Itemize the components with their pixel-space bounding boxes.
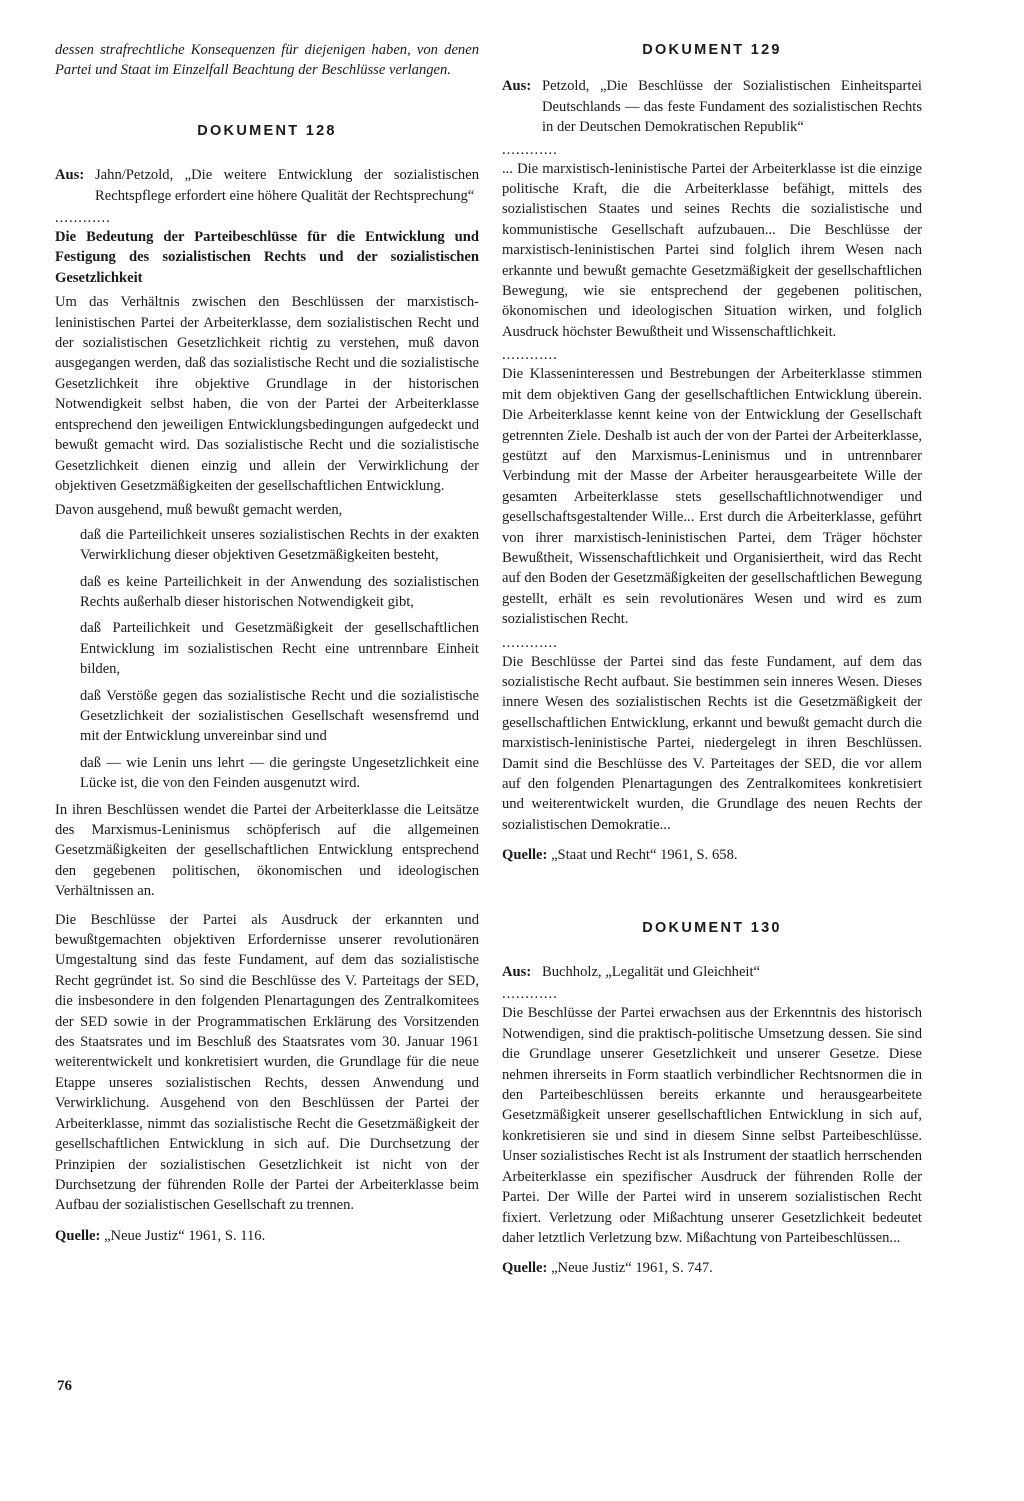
source-reference: „Neue Justiz“ 1961, S. 116. (104, 1227, 266, 1244)
left-column (55, 40, 479, 1246)
list-item: daß es keine Parteilichkeit in der Anwendung des sozialistischen Rechts außerhalb dieser historischen Notwendigkeit gibt, (80, 573, 479, 610)
document-128-subheading: Die Bedeutung der Parteibeschlüsse für die Entwicklung und Festigung des sozialistischen Rechts und der sozialistischen Gesetzlichkeit (55, 229, 479, 286)
document-129-citation: Petzold, „Die Beschlüsse der Sozialistischen Einheitspartei Deutschlands — das feste Fundament des sozialistischen Rechts in der Deutschen Demokratischen Republik“ (542, 78, 922, 136)
list-item: daß Parteilichkeit und Gesetzmäßigkeit der gesellschaftlichen Entwicklung im sozialistischen Recht eine untrennbare Einheit bilden, (80, 620, 479, 678)
document-130-citation: Buchholz, „Legalität und Gleichheit“ (542, 964, 761, 981)
intro-paragraph: dessen strafrechtliche Konsequenzen für diejenigen haben, von denen Partei und Staat im Einzelfall Beachtung der Beschlüsse verlangen. (55, 42, 479, 79)
source-label: Quelle: (55, 1227, 101, 1244)
paragraph: ... Die marxistisch-leninistische Partei der Arbeiterklasse ist die einzige politische Kraft, die die Arbeiterklasse befähigt, mittels des sozialistischen Staates und seines Rechts die sozialistische und kommunistische Gesellschaft aufzubauen... Die Beschlüsse der marxistisch-leninistischen Partei sind folglich ihrem Wesen nach erkannte und bewußt gemachte Gesetzmäßigkeit der gesellschaftlichen Bewegung, wie sie entsprechend der gegebenen politischen, ökonomischen und ideologischen Situation wirken, und folglich Ausdruck höchster Bewußtheit und Wissenschaftlichkeit. (502, 160, 922, 340)
document-130-source (502, 1258, 922, 1278)
document-130-title: DOKUMENT 130 (642, 919, 782, 936)
ellipsis-separator: ............ (502, 634, 558, 651)
paragraph: Die Beschlüsse der Partei sind das feste Fundament, auf dem das sozialistische Recht aufbaut. Sie bestimmen sein inneres Wesen. Dieses innere Wesen des sozialistischen Rechts ist die Gesetzmäßigkeit der gesellschaftlichen Entwicklung, erkannt und bewußt gemacht durch die marxistisch-leninistische Partei, niedergelegt in ihren Beschlüssen. Damit sind die Beschlüsse des V. Parteitages der SED, die vor allem auf den folgenden Plenartagungen des Zentralkomitees konkretisiert und weiterentwickelt wurden, die Grundlage des neuen Rechts der sozialistischen Demokratie... (502, 653, 922, 833)
ellipsis-separator: ............ (55, 210, 111, 227)
list-item: daß Verstöße gegen das sozialistische Recht und die sozialistische Gesetzlichkeit der sozialistischen Gesellschaft wesensfremd und mit der Entwicklung unvereinbar sind und (80, 687, 479, 745)
aus-label: Aus: (502, 78, 532, 95)
document-128-source (55, 1226, 479, 1246)
aus-label: Aus: (502, 964, 532, 981)
document-128 (55, 121, 479, 1246)
source-reference: „Neue Justiz“ 1961, S. 747. (551, 1260, 713, 1277)
list-item: daß die Parteilichkeit unseres sozialistischen Rechts in der exakten Verwirklichung dieser objektiven Gesetzmäßigkeiten besteht, (80, 526, 479, 564)
source-label: Quelle: (502, 847, 548, 864)
document-129-source (502, 845, 922, 865)
document-129-title: DOKUMENT 129 (642, 42, 782, 58)
document-128-source-line (55, 165, 479, 206)
document-128-citation: Jahn/Petzold, „Die weitere Entwicklung der sozialistischen Rechtspflege erfordert eine höhere Qualität der Rechtsprechung“ (95, 167, 479, 204)
ellipsis-separator: ............ (502, 986, 558, 1003)
ellipsis-separator: ............ (502, 347, 558, 364)
document-130 (502, 918, 922, 1279)
document-129 (502, 40, 922, 866)
source-label: Quelle: (502, 1260, 548, 1277)
paragraph: Davon ausgehend, muß bewußt gemacht werden, (55, 502, 343, 519)
paragraph: In ihren Beschlüssen wendet die Partei der Arbeiterklasse die Leitsätze des Marxismus-Leninismus schöpferisch auf die allgemeinen Gesetzmäßigkeiten der gesellschaftlichen Entwicklung entsprechend den gegebenen politischen, ökonomischen und ideologischen Verhältnissen an. (55, 801, 479, 900)
paragraph: Um das Verhältnis zwischen den Beschlüssen der marxistisch-leninistischen Partei der Arbeiterklasse, dem sozialistischen Recht und der sozialistischen Gesetzlichkeit richtig zu verstehen, muß davon ausgegangen werden, daß das sozialistische Recht und die sozialistische Gesetzlichkeit ihre objektive Grundlage in der historischen Notwendigkeit selbst haben, die von der Partei der Arbeiterklasse entsprechend den jeweiligen Entwicklungsbedingungen aufgedeckt und bewußt gemacht wird. Das sozialistische Recht und die sozialistische Gesetzlichkeit dienen einzig und allein der Verwirklichung der objektiven Gesetzmäßigkeiten der gesellschaftlichen Entwicklung. (55, 294, 479, 494)
document-128-title: DOKUMENT 128 (197, 122, 337, 139)
document-130-source-line (502, 962, 922, 982)
right-column (502, 40, 922, 1279)
document-129-source-line (502, 76, 922, 137)
paragraph: Die Beschlüsse der Partei erwachsen aus der Erkenntnis des historisch Notwendigen, sind die praktisch-politische Umsetzung dessen. Sie sind die Grundlage unserer Gesetzlichkeit und unserer Gesetze. Diese nehmen ihrerseits in Form staatlich verbindlicher Rechtsnormen die in den Parteibeschlüssen bereits erkannte und herausgearbeitete Gesetzmäßigkeit unserer gesellschaftlichen Entwicklung in sich auf, konkretisieren sie und sind in diesem Sinne selbst Parteibeschlüsse. Unser sozialistisches Recht ist als Instrument der staatlich herrschenden Arbeiterklasse ein spezifischer Ausdruck der führenden Rolle der Partei. Der Wille der Partei wird in unserem sozialistischen Recht fixiert. Verletzung oder Mißachtung unserer Gesetzlichkeit bedeutet daher letztlich Verletzung bzw. Mißachtung von Parteibeschlüssen... (502, 1005, 922, 1246)
page-number: 76 (57, 1378, 72, 1394)
paragraph: Die Klasseninteressen und Bestrebungen der Arbeiterklasse stimmen mit dem objektiven Gang der gesellschaftlichen Entwicklung überein. Die Arbeiterklasse kennt keine von der Entwicklung der Gesellschaft getrennten Ziele. Deshalb ist auch der von der Partei der Arbeiterklasse, gestützt auf den Marxismus-Leninismus und in untrennbarer Verbindung mit der Masse der Arbeiter herausgearbeitete Wille der gesamten Arbeiterklasse stets gesellschaftlichnotwendiger und gesellschaftsgestaltender Wille... Erst durch die Arbeiterklasse, geführt von ihrer marxistisch-leninistischen Partei, dem Träger höchster Bewußtheit, Wissenschaftlichkeit und Organisiertheit, wird das Recht auf den Boden der Gesetzmäßigkeiten der gesellschaftlichen Bewegung gestellt, erhält es sein revolutionäres Wesen und wird es zum sozialistischen Recht. (502, 366, 922, 628)
source-reference: „Staat und Recht“ 1961, S. 658. (551, 847, 738, 864)
list-item: daß — wie Lenin uns lehrt — die geringste Ungesetzlichkeit eine Lücke ist, die von den Feinden ausgenutzt wird. (80, 754, 479, 792)
aus-label: Aus: (55, 167, 85, 184)
ellipsis-separator: ............ (502, 141, 558, 158)
paragraph: Die Beschlüsse der Partei als Ausdruck der erkannten und bewußtgemachten objektiven Erfordernisse unserer revolutionären Umgestaltung sind das feste Fundament, auf dem das sozialistische Recht gegründet ist. So sind die Beschlüsse des V. Parteitags der SED, die insbesondere in den folgenden Plenartagungen des Zentralkomitees der SED sowie in der Programmatischen Erklärung des Vorsitzenden des Staatsrates und im Beschluß des Staatsrates vom 30. Januar 1961 weiterentwickelt und konkretisiert wurden, die Grundlage für die neue Etappe unseres sozialistischen Rechts, dessen Anwendung und Verwirklichung. Ausgehend von den Beschlüssen der Partei der Arbeiterklasse, nimmt das sozialistische Recht die Gesetzmäßigkeit der gesellschaftlichen Entwicklung in sich auf. Die Durchsetzung der Prinzipien der sozialistischen Gesetzlichkeit ist nicht von der Durchsetzung der führenden Rolle der Partei der Arbeiterklasse beim Aufbau der sozialistischen Gesellschaft zu trennen. (55, 911, 479, 1214)
